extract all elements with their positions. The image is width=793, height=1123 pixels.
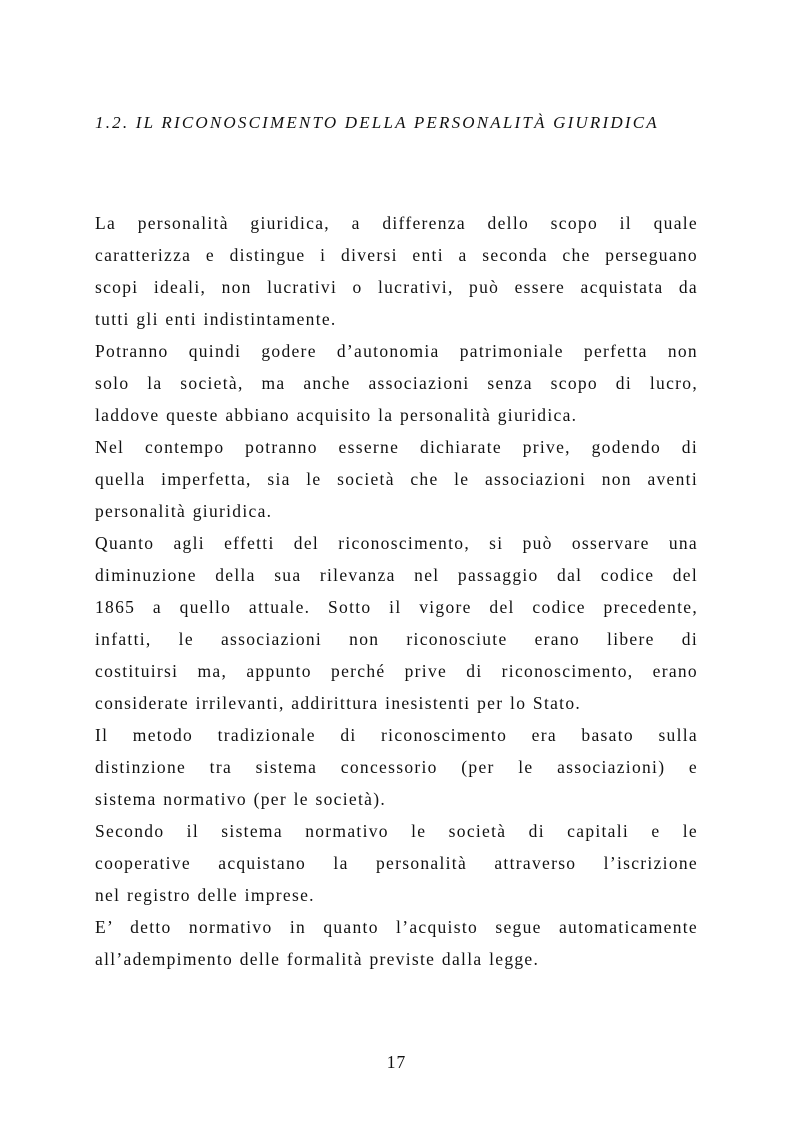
text-line: Potranno quindi godere d’autonomia patrimoniale perfetta non [95,341,698,361]
body-text [95,207,698,975]
text-line: costituirsi ma, appunto perché prive di riconoscimento, erano [95,661,698,681]
text-line: La personalità giuridica, a differenza dello scopo il quale [95,213,698,233]
text-line: Nel contempo potranno esserne dichiarate prive, godendo di [95,437,698,457]
text-line: diminuzione della sua rilevanza nel passaggio dal codice del [95,565,698,585]
text-line: distinzione tra sistema concessorio (per le associazioni) e [95,757,698,777]
text-line: 1865 a quello attuale. Sotto il vigore del codice precedente, [95,597,698,617]
text-line: laddove queste abbiano acquisito la personalità giuridica. [95,405,578,425]
text-line: quella imperfetta, sia le società che le associazioni non aventi [95,469,698,489]
text-line: infatti, le associazioni non riconosciute erano libere di [95,629,698,649]
text-line: personalità giuridica. [95,501,273,521]
text-line: scopi ideali, non lucrativi o lucrativi, può essere acquistata da [95,277,698,297]
text-line: Quanto agli effetti del riconoscimento, si può osservare una [95,533,698,553]
text-line: caratterizza e distingue i diversi enti a seconda che perseguano [95,245,698,265]
text-line: cooperative acquistano la personalità attraverso l’iscrizione [95,853,698,873]
text-line: sistema normativo (per le società). [95,789,387,809]
text-line: tutti gli enti indistintamente. [95,309,337,329]
text-line: all’adempimento delle formalità previste dalla legge. [95,949,540,969]
section-heading: 1.2. IL RICONOSCIMENTO DELLA PERSONALITÀ GIURIDICA [95,113,659,132]
text-line: Secondo il sistema normativo le società di capitali e le [95,821,698,841]
text-line: solo la società, ma anche associazioni senza scopo di lucro, [95,373,698,393]
text-line: E’ detto normativo in quanto l’acquisto segue automaticamente [95,917,698,937]
text-line: considerate irrilevanti, addirittura inesistenti per lo Stato. [95,693,582,713]
page-number: 17 [386,1052,407,1072]
text-line: nel registro delle imprese. [95,885,315,905]
text-line: Il metodo tradizionale di riconoscimento era basato sulla [95,725,698,745]
